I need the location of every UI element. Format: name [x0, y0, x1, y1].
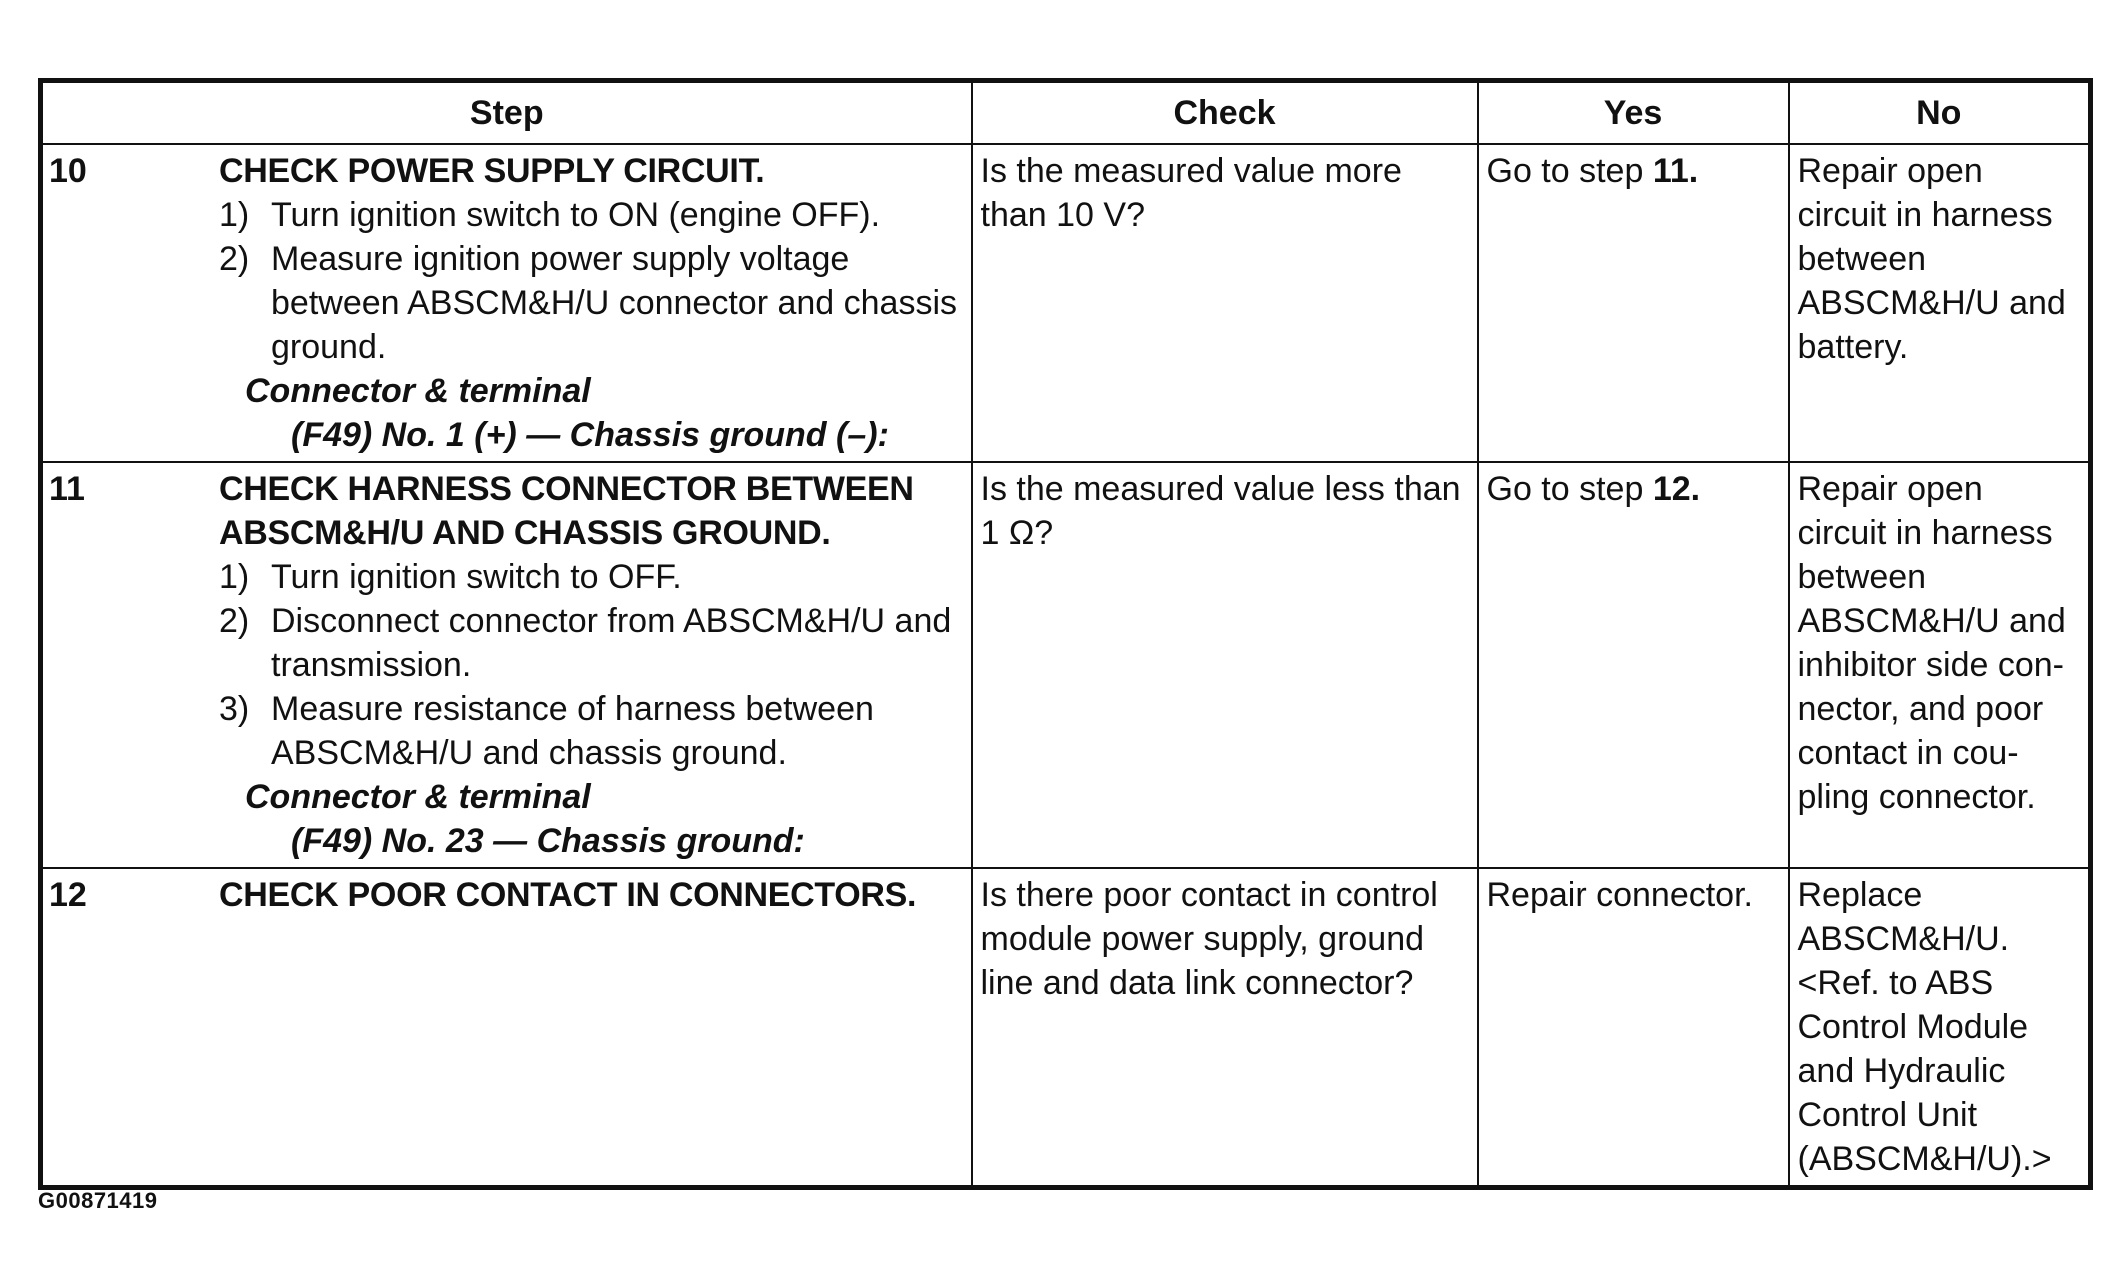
substep [219, 555, 969, 599]
header-row [41, 81, 2091, 145]
substep-number: 1) [219, 196, 250, 234]
step-number: 12 [49, 876, 87, 914]
step-title: CHECK HARNESS CONNECTOR BETWEEN ABSCM&H/U AND CHASSIS GROUND. [219, 470, 914, 552]
check-cell: Is the measured value less than 1 Ω? [972, 462, 1478, 868]
step-cell [41, 462, 972, 868]
figure-code: G00871419 [38, 1188, 158, 1213]
substep-number: 2) [219, 240, 250, 278]
substep-text: Turn ignition switch to OFF. [271, 558, 682, 596]
step-cell [41, 144, 972, 462]
connector-value: (F49) No. 1 (+) — Chassis ground (–): [291, 416, 889, 454]
step-title: CHECK POWER SUPPLY CIRCUIT. [219, 152, 765, 190]
connector-value: (F49) No. 23 — Chassis ground: [291, 822, 805, 860]
yes-cell [1478, 462, 1789, 868]
substep-number: 2) [219, 602, 250, 640]
step-body [209, 869, 971, 921]
header-no: No [1789, 81, 2091, 145]
step-cell [41, 868, 972, 1188]
no-cell: Repair open circuit in harness between ABSCM&H/U and battery. [1789, 144, 2091, 462]
check-cell: Is there poor contact in control module power supply, ground line and data link connector? [972, 868, 1478, 1188]
substep-number: 3) [219, 690, 250, 728]
diagnostic-table [38, 78, 2093, 1190]
substep [219, 599, 969, 687]
yes-text: Go to step [1486, 152, 1653, 190]
yes-cell [1478, 144, 1789, 462]
substep-text: Measure ignition power supply voltage between ABSCM&H/U connector and chassis ground. [271, 240, 958, 366]
header-check: Check [972, 81, 1478, 145]
no-cell: Replace ABSCM&H/U. <Ref. to ABS Control Module and Hydraulic Control Unit (ABSCM&H/U).> [1789, 868, 2091, 1188]
substep-text: Turn ignition switch to ON (engine OFF). [271, 196, 881, 234]
yes-cell: Repair connector. [1478, 868, 1789, 1188]
step-number: 11 [49, 470, 85, 508]
table-row-step-12 [41, 868, 2091, 1188]
step-body [209, 145, 971, 461]
substep-text: Disconnect connector from ABSCM&H/U and transmission. [271, 602, 952, 684]
substep-text: Measure resistance of harness between ABSCM&H/U and chassis ground. [271, 690, 874, 772]
step-number: 10 [49, 152, 87, 190]
yes-step-ref: 12. [1652, 470, 1701, 508]
substep-number: 1) [219, 558, 250, 596]
no-cell: Repair open circuit in harness between ABSCM&H/U and inhibitor side con-nector, and poor contact in cou-pling connector. [1789, 462, 2091, 868]
step-title: CHECK POOR CONTACT IN CONNECTORS. [219, 876, 917, 914]
check-cell: Is the measured value more than 10 V? [972, 144, 1478, 462]
connector-label: Connector & terminal [245, 778, 591, 816]
substep [219, 237, 969, 369]
substep [219, 687, 969, 775]
connector-label: Connector & terminal [245, 372, 591, 410]
step-body [209, 463, 971, 867]
header-yes: Yes [1478, 81, 1789, 145]
header-step: Step [41, 81, 972, 145]
yes-step-ref: 11. [1652, 152, 1699, 190]
table-row-step-10 [41, 144, 2091, 462]
yes-text: Go to step [1486, 470, 1653, 508]
table-row-step-11 [41, 462, 2091, 868]
substep [219, 193, 969, 237]
